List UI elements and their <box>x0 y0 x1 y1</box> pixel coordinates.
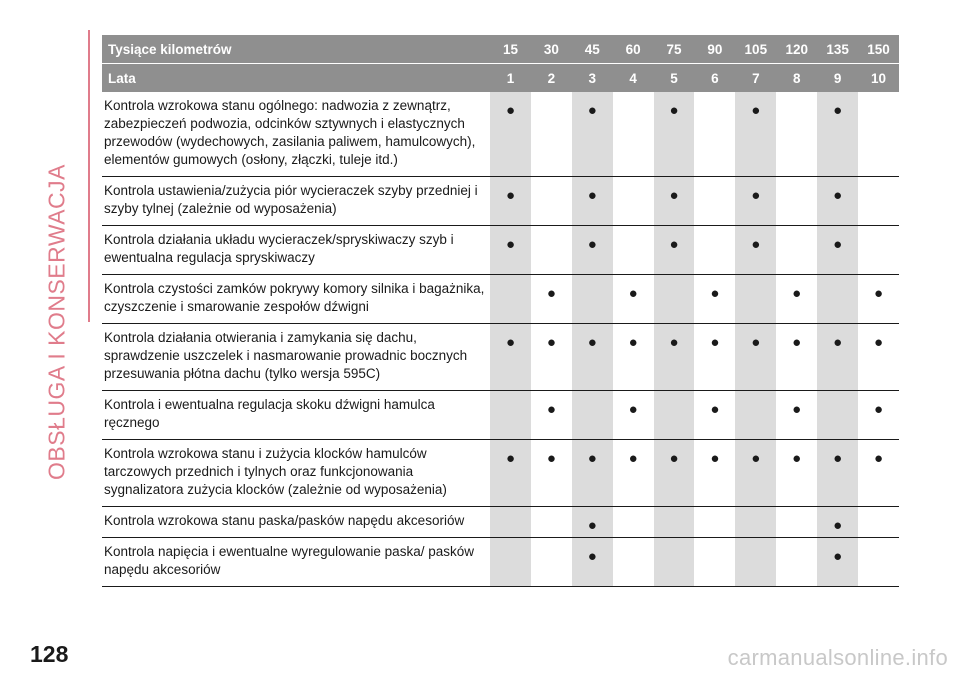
header-row-km <box>102 35 899 64</box>
row-description: Kontrola ustawienia/zużycia piór wycieraczek szyby przedniej i szyby tylnej (zależnie od wyposażenia) <box>102 177 490 226</box>
empty-cell <box>694 538 735 587</box>
schedule-rows <box>102 92 899 587</box>
header-km-90: 90 <box>694 35 735 64</box>
empty-cell <box>654 538 695 587</box>
empty-cell <box>776 226 817 275</box>
empty-cell <box>858 538 899 587</box>
empty-cell <box>776 538 817 587</box>
check-dot-cell: ● <box>490 440 531 507</box>
check-dot-cell: ● <box>817 92 858 177</box>
check-dot-cell: ● <box>694 440 735 507</box>
check-dot-cell: ● <box>735 324 776 391</box>
table-row <box>102 177 899 226</box>
empty-cell <box>735 538 776 587</box>
header-year-2: 2 <box>531 64 572 93</box>
header-km-150: 150 <box>858 35 899 64</box>
check-dot-cell: ● <box>531 440 572 507</box>
check-dot-cell: ● <box>735 92 776 177</box>
table-row <box>102 391 899 440</box>
empty-cell <box>694 92 735 177</box>
header-year-8: 8 <box>776 64 817 93</box>
check-dot-cell: ● <box>654 226 695 275</box>
empty-cell <box>858 226 899 275</box>
check-dot-cell: ● <box>694 391 735 440</box>
empty-cell <box>531 226 572 275</box>
empty-cell <box>776 177 817 226</box>
empty-cell <box>817 275 858 324</box>
row-description: Kontrola wzrokowa stanu paska/pasków napędu akcesoriów <box>102 507 490 538</box>
header-year-5: 5 <box>654 64 695 93</box>
row-description: Kontrola napięcia i ewentualne wyregulowanie paska/ pasków napędu akcesoriów <box>102 538 490 587</box>
empty-cell <box>613 92 654 177</box>
header-row-years <box>102 64 899 93</box>
empty-cell <box>613 538 654 587</box>
check-dot-cell: ● <box>776 391 817 440</box>
check-dot-cell: ● <box>490 92 531 177</box>
empty-cell <box>613 226 654 275</box>
table-row <box>102 92 899 177</box>
check-dot-cell: ● <box>572 440 613 507</box>
header-year-9: 9 <box>817 64 858 93</box>
header-km-135: 135 <box>817 35 858 64</box>
check-dot-cell: ● <box>613 440 654 507</box>
empty-cell <box>490 275 531 324</box>
check-dot-cell: ● <box>858 275 899 324</box>
row-description: Kontrola i ewentualna regulacja skoku dźwigni hamulca ręcznego <box>102 391 490 440</box>
empty-cell <box>531 538 572 587</box>
table-row <box>102 275 899 324</box>
check-dot-cell: ● <box>490 177 531 226</box>
empty-cell <box>858 177 899 226</box>
empty-cell <box>613 507 654 538</box>
header-km-120: 120 <box>776 35 817 64</box>
check-dot-cell: ● <box>817 324 858 391</box>
header-km-30: 30 <box>531 35 572 64</box>
header-km-75: 75 <box>654 35 695 64</box>
header-km-45: 45 <box>572 35 613 64</box>
check-dot-cell: ● <box>776 440 817 507</box>
check-dot-cell: ● <box>490 226 531 275</box>
section-title-vertical: OBSŁUGA I KONSERWACJA <box>43 164 70 480</box>
empty-cell <box>858 92 899 177</box>
check-dot-cell: ● <box>572 507 613 538</box>
empty-cell <box>613 177 654 226</box>
check-dot-cell: ● <box>858 391 899 440</box>
check-dot-cell: ● <box>694 324 735 391</box>
check-dot-cell: ● <box>531 275 572 324</box>
check-dot-cell: ● <box>654 92 695 177</box>
check-dot-cell: ● <box>776 275 817 324</box>
check-dot-cell: ● <box>613 324 654 391</box>
check-dot-cell: ● <box>572 226 613 275</box>
empty-cell <box>776 92 817 177</box>
check-dot-cell: ● <box>694 275 735 324</box>
empty-cell <box>776 507 817 538</box>
check-dot-cell: ● <box>531 324 572 391</box>
empty-cell <box>735 507 776 538</box>
check-dot-cell: ● <box>858 440 899 507</box>
check-dot-cell: ● <box>572 538 613 587</box>
check-dot-cell: ● <box>572 92 613 177</box>
empty-cell <box>654 391 695 440</box>
empty-cell <box>654 275 695 324</box>
empty-cell <box>490 391 531 440</box>
header-km-60: 60 <box>613 35 654 64</box>
header-years-label: Lata <box>102 64 490 93</box>
header-km-15: 15 <box>490 35 531 64</box>
section-divider-line <box>88 30 90 322</box>
check-dot-cell: ● <box>817 226 858 275</box>
row-description: Kontrola działania układu wycieraczek/spryskiwaczy szyb i ewentualna regulacja spryskiwaczy <box>102 226 490 275</box>
empty-cell <box>531 92 572 177</box>
check-dot-cell: ● <box>817 177 858 226</box>
check-dot-cell: ● <box>735 440 776 507</box>
check-dot-cell: ● <box>817 538 858 587</box>
header-year-6: 6 <box>694 64 735 93</box>
check-dot-cell: ● <box>735 177 776 226</box>
check-dot-cell: ● <box>572 324 613 391</box>
check-dot-cell: ● <box>531 391 572 440</box>
empty-cell <box>654 507 695 538</box>
page-number: 128 <box>30 641 69 667</box>
check-dot-cell: ● <box>776 324 817 391</box>
header-km-105: 105 <box>735 35 776 64</box>
check-dot-cell: ● <box>572 177 613 226</box>
empty-cell <box>817 391 858 440</box>
check-dot-cell: ● <box>490 324 531 391</box>
check-dot-cell: ● <box>735 226 776 275</box>
check-dot-cell: ● <box>817 440 858 507</box>
header-year-7: 7 <box>735 64 776 93</box>
empty-cell <box>735 391 776 440</box>
row-description: Kontrola działania otwierania i zamykania się dachu, sprawdzenie uszczelek i nasmarowanie prowadnic bocznych przesuwania płótna dachu (tylko wersja 595C) <box>102 324 490 391</box>
check-dot-cell: ● <box>858 324 899 391</box>
empty-cell <box>531 507 572 538</box>
check-dot-cell: ● <box>817 507 858 538</box>
check-dot-cell: ● <box>654 440 695 507</box>
row-description: Kontrola czystości zamków pokrywy komory silnika i bagażnika, czyszczenie i smarowanie zespołów dźwigni <box>102 275 490 324</box>
header-year-10: 10 <box>858 64 899 93</box>
table-row <box>102 440 899 507</box>
check-dot-cell: ● <box>654 324 695 391</box>
row-description: Kontrola wzrokowa stanu ogólnego: nadwozia z zewnątrz, zabezpieczeń podwozia, odcinków sztywnych i elastycznych przewodów (wydechowych, zasilania paliwem, hamulcowych), elementów gumowych (osłony, złączki, tuleje itd.) <box>102 92 490 177</box>
empty-cell <box>572 275 613 324</box>
maintenance-schedule-table <box>102 35 899 587</box>
header-year-4: 4 <box>613 64 654 93</box>
empty-cell <box>694 177 735 226</box>
row-description: Kontrola wzrokowa stanu i zużycia klocków hamulców tarczowych przednich i tylnych oraz funkcjonowania sygnalizatora zużycia klocków (zależnie od wyposażenia) <box>102 440 490 507</box>
table-row <box>102 507 899 538</box>
empty-cell <box>735 275 776 324</box>
table-row <box>102 226 899 275</box>
check-dot-cell: ● <box>613 391 654 440</box>
check-dot-cell: ● <box>613 275 654 324</box>
table-row <box>102 538 899 587</box>
empty-cell <box>694 226 735 275</box>
check-dot-cell: ● <box>654 177 695 226</box>
empty-cell <box>490 538 531 587</box>
empty-cell <box>531 177 572 226</box>
watermark: carmanualsonline.info <box>727 645 948 670</box>
table-row <box>102 324 899 391</box>
empty-cell <box>858 507 899 538</box>
empty-cell <box>694 507 735 538</box>
empty-cell <box>572 391 613 440</box>
header-km-label: Tysiące kilometrów <box>102 35 490 64</box>
empty-cell <box>490 507 531 538</box>
header-year-1: 1 <box>490 64 531 93</box>
header-year-3: 3 <box>572 64 613 93</box>
